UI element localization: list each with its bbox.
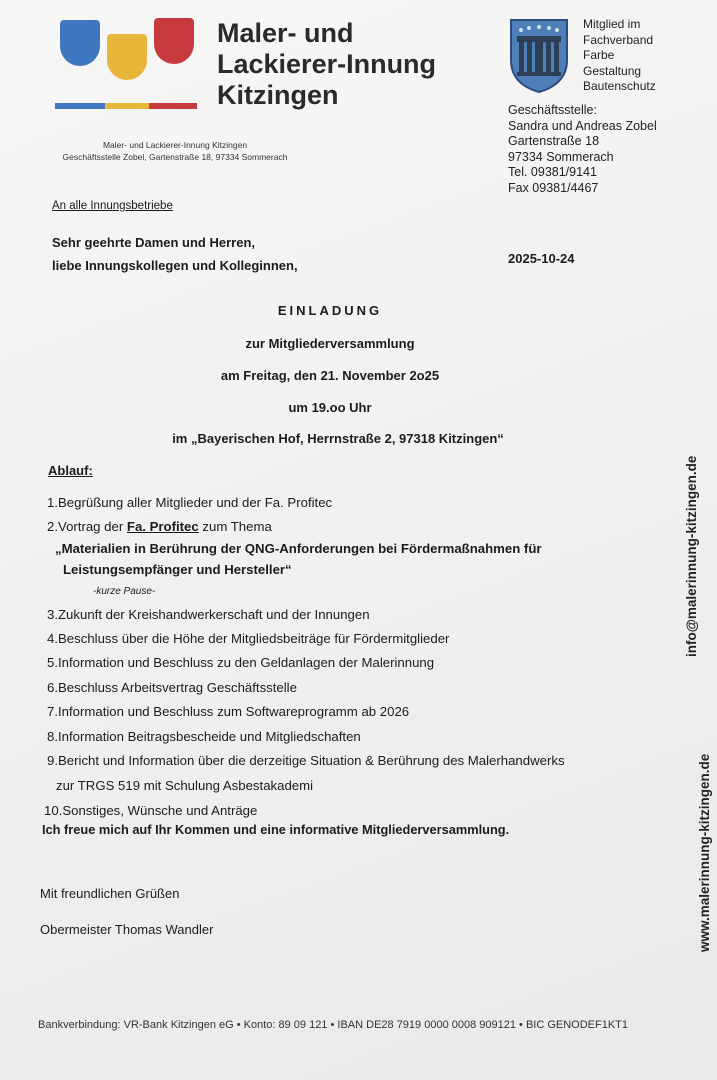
- agenda-item: 4.Beschluss über die Höhe der Mitgliedsbeiträge für Fördermitglieder: [47, 631, 450, 646]
- agenda-heading: [48, 463, 93, 479]
- yellow-shield-icon: [107, 34, 147, 80]
- agenda-item: 7.Information und Beschluss zum Softwareprogramm ab 2026: [47, 704, 410, 719]
- blue-shield-icon: [60, 20, 100, 66]
- closing-regards: Mit freundlichen Grüßen: [40, 886, 180, 901]
- red-stripe: [149, 103, 197, 109]
- salutation-line: liebe Innungskollegen und Kolleginnen,: [52, 258, 298, 273]
- membership-line: Mitglied im: [583, 17, 641, 31]
- closing-statement: Ich freue mich auf Ihr Kommen und eine informative Mitgliederversammlung.: [42, 822, 510, 837]
- talk-topic: „Materialien in Berührung der QNG-Anforderungen bei Fördermaßnahmen für: [55, 541, 542, 556]
- agenda-item-text: 2.Vortrag der: [47, 519, 127, 534]
- office-line: Gartenstraße 18: [508, 134, 600, 148]
- red-shield-icon: [154, 18, 194, 64]
- agenda-heading-text: Ablauf:: [48, 463, 93, 478]
- office-line: Fax 09381/4467: [508, 180, 599, 195]
- sidebar-website: www.malerinnung-kitzingen.de: [697, 753, 712, 952]
- membership-line: Fachverband: [583, 32, 654, 47]
- membership-line: Farbe: [583, 48, 615, 62]
- agenda-item: 10.Sonstiges, Wünsche und Anträge: [44, 803, 258, 818]
- talk-topic: Leistungsempfänger und Hersteller“: [63, 562, 292, 577]
- letter-date: 2025-10-24: [508, 251, 575, 266]
- sender-line: Maler- und Lackierer-Innung Kitzingen: [102, 140, 248, 150]
- office-line: Sandra und Andreas Zobel: [508, 118, 657, 133]
- blue-stripe: [55, 103, 105, 109]
- signature-name: Obermeister Thomas Wandler: [40, 922, 214, 937]
- bank-details: Bankverbindung: VR-Bank Kitzingen eG • Konto: 89 09 121 • IBAN DE28 7919 0000 0008 909121 • BIC GENODEF1KT1: [38, 1019, 629, 1031]
- salutation: [52, 231, 298, 277]
- sender-line: Geschäftsstelle Zobel, Gartenstraße 18, 97334 Sommerach: [62, 152, 288, 162]
- fachverband-crest-icon: [507, 16, 571, 94]
- organization-title: [217, 18, 436, 111]
- office-line: Geschäftsstelle:: [508, 103, 597, 117]
- invitation-line: zur Mitgliederversammlung: [245, 336, 415, 351]
- invitation-line: um 19.oo Uhr: [288, 400, 372, 415]
- sender-address: [40, 139, 310, 163]
- agenda-item: 5.Information und Beschluss zu den Geldanlagen der Malerinnung: [47, 655, 435, 670]
- recipient-text: An alle Innungsbetriebe: [52, 200, 173, 212]
- agenda-item: 3.Zukunft der Kreishandwerkerschaft und der Innungen: [47, 607, 370, 622]
- salutation-line: Sehr geehrte Damen und Herren,: [52, 235, 255, 250]
- recipient: [52, 200, 173, 212]
- membership-line: Gestaltung: [583, 63, 642, 78]
- yellow-stripe: [105, 103, 149, 109]
- invitation-location: im „Bayerischen Hof, Herrnstraße 2, 97318 Kitzingen“: [172, 431, 504, 446]
- office-line: Tel. 09381/9141: [508, 165, 597, 179]
- sidebar-email: info@malerinnung-kitzingen.de: [684, 455, 699, 657]
- agenda-item: 1.Begrüßung aller Mitglieder und der Fa. Profitec: [47, 495, 333, 510]
- pause-note: -kurze Pause-: [93, 586, 156, 597]
- invitation-heading: EINLADUNG: [277, 303, 383, 318]
- company-name: Fa. Profitec: [126, 519, 199, 534]
- office-contact: [508, 103, 657, 196]
- title-line: Kitzingen: [217, 80, 339, 110]
- agenda-item-text: zum Thema: [198, 519, 272, 534]
- agenda-item-continued: zur TRGS 519 mit Schulung Asbestakademi: [56, 778, 314, 793]
- office-line: 97334 Sommerach: [508, 149, 614, 164]
- membership-line: Bautenschutz: [583, 79, 656, 93]
- title-line: Lackierer-Innung: [217, 49, 437, 79]
- membership-note: [583, 17, 656, 95]
- agenda-item: 8.Information Beitragsbescheide und Mitgliedschaften: [47, 729, 361, 744]
- title-line: Maler- und: [217, 18, 354, 48]
- agenda-item: 6.Beschluss Arbeitsvertrag Geschäftsstelle: [47, 680, 297, 695]
- agenda-item: 9.Bericht und Information über die derzeitige Situation & Berührung des Malerhandwerks: [47, 753, 565, 768]
- agenda-item: [47, 519, 272, 534]
- invitation-line: am Freitag, den 21. November 2o25: [220, 368, 440, 383]
